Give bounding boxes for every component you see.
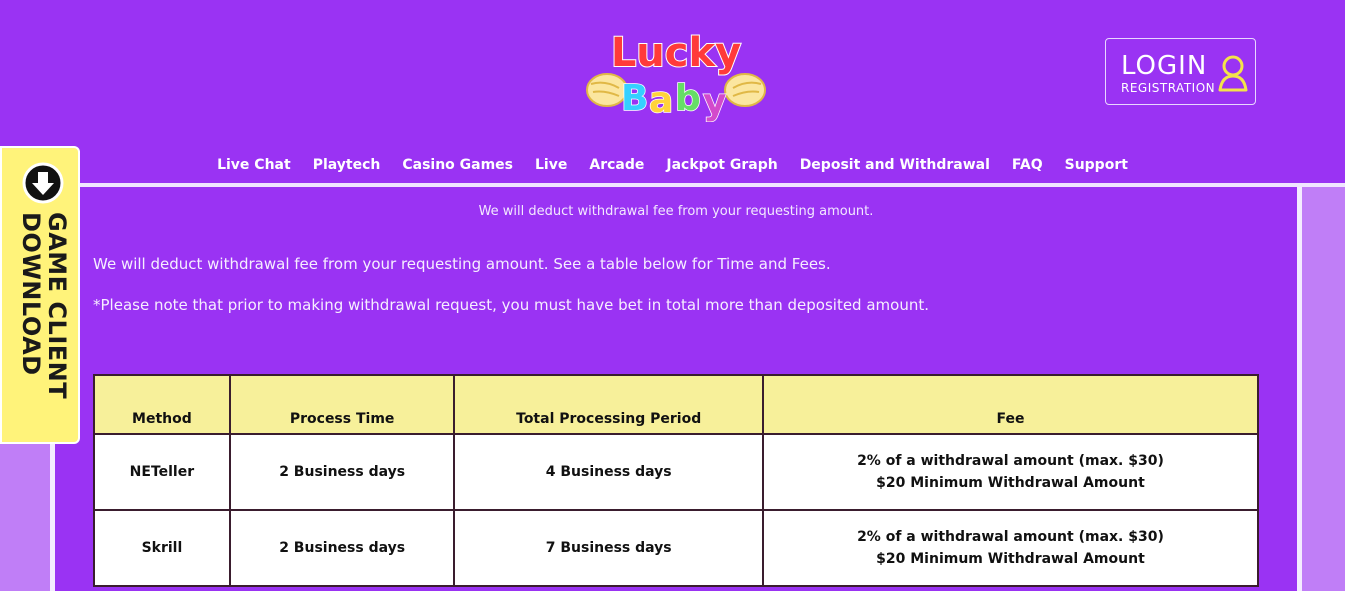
nav-item-deposit-withdrawal[interactable]: Deposit and Withdrawal — [799, 157, 990, 173]
fee-percentage: 2% of a withdrawal amount (max. $30) — [857, 453, 1164, 469]
cell-method: Skrill — [94, 510, 230, 586]
svg-text:B: B — [621, 78, 649, 119]
download-arrow-icon — [22, 162, 64, 204]
fee-minimum: $20 Minimum Withdrawal Amount — [876, 475, 1145, 491]
login-button[interactable] — [1105, 38, 1256, 105]
cell-fee — [763, 434, 1258, 510]
column-header-process-time: Process Time — [230, 375, 455, 434]
nav-item-live[interactable]: Live — [535, 157, 568, 173]
main-nav — [0, 152, 1345, 178]
column-header-total-period: Total Processing Period — [454, 375, 762, 434]
nav-item-live-chat[interactable]: Live Chat — [217, 157, 291, 173]
registration-label[interactable]: REGISTRATION — [1121, 81, 1216, 95]
user-icon — [1217, 54, 1249, 92]
svg-text:y: y — [703, 82, 727, 122]
table-row — [94, 510, 1258, 586]
cell-method: NETeller — [94, 434, 230, 510]
column-header-method: Method — [94, 375, 230, 434]
cell-fee — [763, 510, 1258, 586]
cell-total-period: 4 Business days — [454, 434, 762, 510]
withdrawal-fee-table — [93, 374, 1259, 587]
cell-total-period: 7 Business days — [454, 510, 762, 586]
login-label: LOGIN — [1121, 51, 1208, 81]
nav-item-playtech[interactable]: Playtech — [312, 157, 381, 173]
right-side-panel — [1302, 187, 1345, 591]
lucky-baby-logo[interactable] — [585, 22, 767, 122]
nav-item-jackpot-graph[interactable]: Jackpot Graph — [666, 157, 778, 173]
nav-item-support[interactable]: Support — [1064, 157, 1128, 173]
download-tab-label: GAME CLIENT DOWNLOAD — [17, 212, 71, 400]
column-header-fee: Fee — [763, 375, 1258, 434]
site-header — [0, 0, 1345, 183]
table-header-row — [94, 375, 1258, 434]
right-side-border — [1297, 187, 1302, 591]
svg-text:Lucky: Lucky — [610, 30, 742, 76]
nav-item-arcade[interactable]: Arcade — [589, 157, 645, 173]
withdrawal-condition-note: *Please note that prior to making withdrawal request, you must have bet in total more than deposited amount. — [93, 296, 929, 314]
fee-notice-small: We will deduct withdrawal fee from your requesting amount. — [478, 204, 874, 219]
svg-text:a: a — [649, 80, 674, 121]
svg-text:b: b — [675, 78, 701, 119]
fee-percentage: 2% of a withdrawal amount (max. $30) — [857, 529, 1164, 545]
nav-item-faq[interactable]: FAQ — [1011, 157, 1043, 173]
cell-process-time: 2 Business days — [230, 510, 455, 586]
nav-item-casino-games[interactable]: Casino Games — [402, 157, 514, 173]
table-row — [94, 434, 1258, 510]
cell-process-time: 2 Business days — [230, 434, 455, 510]
fee-minimum: $20 Minimum Withdrawal Amount — [876, 551, 1145, 567]
game-client-download-tab[interactable] — [0, 146, 80, 444]
fee-paragraph: We will deduct withdrawal fee from your requesting amount. See a table below for Time and Fees. — [93, 255, 831, 273]
